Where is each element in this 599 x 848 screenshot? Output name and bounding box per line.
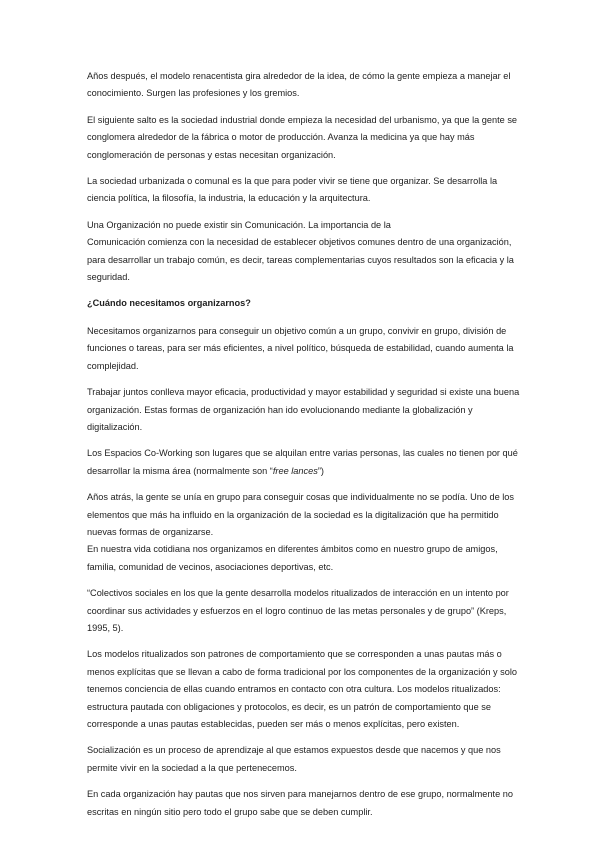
paragraph-industrial-society: El siguiente salto es la sociedad industrial donde empieza la necesidad del urbanismo, ya que la gente se conglomera alrededor de la fábrica o motor de producción. Avanza la medicina ya que hay más conglomeración de personas y estas necesitan organización. <box>87 114 518 160</box>
paragraph-coworking <box>87 445 525 480</box>
paragraph-working-together: Trabajar juntos conlleva mayor eficacia, productividad y mayor estabilidad y seguridad si existe una buena organización. Estas formas de organización han ido evolucionando mediante la globalización y digitalización. <box>87 387 520 432</box>
paragraph-why-organize: Necesitamos organizarnos para conseguir un objetivo común a un grupo, convivir en grupo, división de funciones o tareas, para ser más eficientes, a nivel político, búsqueda de estabilidad, cuando aumenta la complejidad. <box>87 325 514 371</box>
document-body <box>87 68 525 830</box>
paragraph-urban-society: La sociedad urbanizada o comunal es la que para poder vivir se tiene que organizar. Se desarrolla la ciencia política, la filosofía, la industria, la educación y la arquitectura. <box>87 176 498 204</box>
paragraph-socialization: Socialización es un proceso de aprendizaje al que estamos expuestos desde que nacemos y que nos permite vivir en la sociedad a la que pertenecemos. <box>87 745 501 773</box>
paragraph-renaissance: Años después, el modelo renacentista gira alrededor de la idea, de cómo la gente empieza a manejar el conocimiento. Surgen las profesiones y los gremios. <box>87 71 511 99</box>
paragraph-ritualized-models: Los modelos ritualizados son patrones de comportamiento que se corresponden a unas pautas más o menos explícitas que se llevan a cabo de forma tradicional por los componentes de la organización y solo tenemos conciencia de ellas cuando entramos en contacto con otra cultura. Los modelos ritualizados: estructura pautada con obligaciones y protocolos, es decir, es un patrón de comportamiento que se corresponde a unas pautas establecidas, pueden ser más o menos explícitas, pero existen. <box>87 649 518 729</box>
coworking-text-end: ”) <box>317 465 324 476</box>
coworking-italic-term: free lances <box>272 465 318 476</box>
paragraph-unwritten-rules: En cada organización hay pautas que nos sirven para manejarnos dentro de ese grupo, normalmente no escritas en ningún sitio pero todo el grupo sabe que se deben cumplir. <box>87 789 513 817</box>
paragraph-organization-communication: Una Organización no puede existir sin Comunicación. La importancia de la Comunicación comienza con la necesidad de establecer objetivos comunes dentro de una organización, para desarrollar un trabajo común, es decir, tareas complementarias cuyos resultados son la eficacia y la seguridad. <box>87 219 514 283</box>
section-heading: ¿Cuándo necesitamos organizarnos? <box>87 298 251 309</box>
paragraph-digitalization: Años atrás, la gente se unía en grupo para conseguir cosas que individualmente no se podía. Uno de los elementos que más ha influido en la organización de la sociedad es la digitalización que ha permitido nuevas formas de organizarse. En nuestra vida cotidiana nos organizamos en diferentes ámbitos como en nuestro grupo de amigos, familia, comunidad de vecinos, asociaciones deportivas, etc. <box>87 492 514 572</box>
coworking-text: Los Espacios Co-Working son lugares que se alquilan entre varias personas, las cuales no tienen por qué desarrollar la misma área (normalmente son “ <box>87 448 518 476</box>
paragraph-kreps-quote: “Colectivos sociales en los que la gente desarrolla modelos ritualizados de interacción en un intento por coordinar sus actividades y esfuerzos en el logro continuo de las metas personales y de grupo” (Kreps, 1995, 5). <box>87 588 509 633</box>
